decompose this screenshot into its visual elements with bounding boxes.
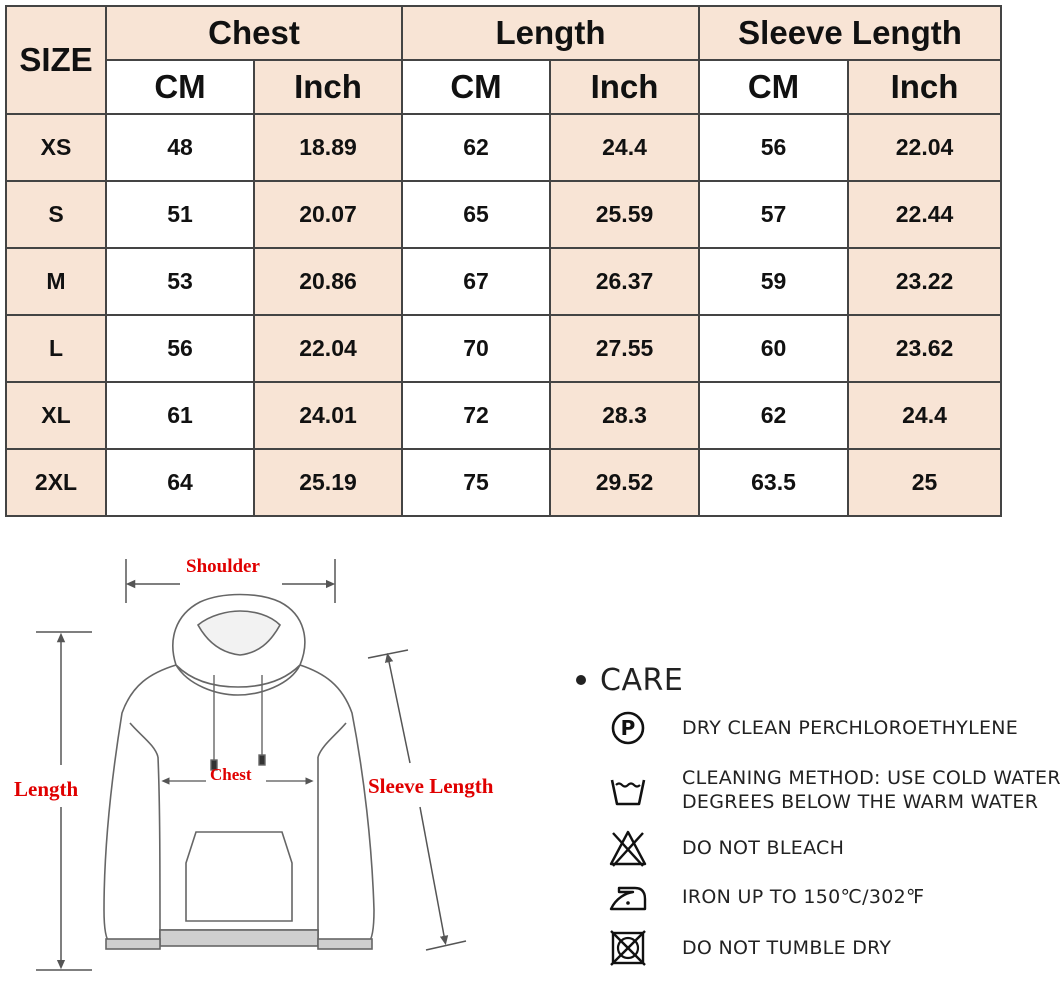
chest-label: Chest <box>210 765 252 784</box>
table-cell: 61 <box>106 382 254 449</box>
table-cell: 62 <box>402 114 550 181</box>
sleeve-length-arrow <box>368 650 466 950</box>
unit-header-cm: CM <box>699 60 848 114</box>
size-cell: L <box>6 315 106 382</box>
care-item-do-not-bleach <box>608 828 844 868</box>
iron-icon <box>608 877 648 917</box>
table-cell: 24.4 <box>550 114 699 181</box>
table-row <box>6 114 1001 181</box>
care-text: DO NOT TUMBLE DRY <box>682 937 892 959</box>
table-cell: 26.37 <box>550 248 699 315</box>
care-item-cleaning-method <box>608 766 1061 814</box>
table-cell: 25 <box>848 449 1001 516</box>
table-cell: 56 <box>106 315 254 382</box>
table-cell: 20.86 <box>254 248 402 315</box>
care-instructions <box>570 655 1061 1000</box>
table-cell: 70 <box>402 315 550 382</box>
size-chart-table <box>5 5 1002 517</box>
table-row <box>6 449 1001 516</box>
table-cell: 63.5 <box>699 449 848 516</box>
table-cell: 29.52 <box>550 449 699 516</box>
table-cell: 57 <box>699 181 848 248</box>
care-item-dry-clean <box>608 708 1018 748</box>
table-cell: 48 <box>106 114 254 181</box>
unit-header-inch: Inch <box>848 60 1001 114</box>
table-row <box>6 382 1001 449</box>
care-item-iron <box>608 877 924 917</box>
table-cell: 60 <box>699 315 848 382</box>
table-cell: 20.07 <box>254 181 402 248</box>
table-cell: 23.22 <box>848 248 1001 315</box>
unit-header-inch: Inch <box>550 60 699 114</box>
table-cell: 18.89 <box>254 114 402 181</box>
unit-header-cm: CM <box>402 60 550 114</box>
table-cell: 51 <box>106 181 254 248</box>
table-row <box>6 248 1001 315</box>
table-cell: 65 <box>402 181 550 248</box>
table-cell: 56 <box>699 114 848 181</box>
care-text: DRY CLEAN PERCHLOROETHYLENE <box>682 717 1019 739</box>
table-row <box>6 315 1001 382</box>
table-row <box>6 181 1001 248</box>
table-cell: 25.59 <box>550 181 699 248</box>
unit-header-cm: CM <box>106 60 254 114</box>
sleeve-length-header: Sleeve Length <box>699 6 1001 60</box>
table-cell: 24.4 <box>848 382 1001 449</box>
size-cell: XS <box>6 114 106 181</box>
care-heading <box>570 655 683 705</box>
do-not-tumble-dry-icon <box>608 928 648 968</box>
care-text: IRON UP TO 150℃/302℉ <box>682 886 925 908</box>
care-text-line1: CLEANING METHOD: USE COLD WATER <box>682 767 1061 789</box>
table-cell: 27.55 <box>550 315 699 382</box>
hoodie-measurement-diagram <box>0 545 560 1000</box>
care-item-do-not-tumble-dry <box>608 928 891 968</box>
table-cell: 25.19 <box>254 449 402 516</box>
length-label: Length <box>14 777 79 801</box>
table-cell: 75 <box>402 449 550 516</box>
dry-clean-p-icon <box>608 708 648 748</box>
table-cell: 22.04 <box>254 315 402 382</box>
table-cell: 23.62 <box>848 315 1001 382</box>
table-cell: 62 <box>699 382 848 449</box>
table-cell: 64 <box>106 449 254 516</box>
do-not-bleach-icon <box>608 828 648 868</box>
size-cell: S <box>6 181 106 248</box>
table-cell: 24.01 <box>254 382 402 449</box>
care-text-line2: DEGREES BELOW THE WARM WATER <box>682 791 1039 813</box>
unit-header-inch: Inch <box>254 60 402 114</box>
table-cell: 53 <box>106 248 254 315</box>
sleeve-length-label: Sleeve Length <box>368 774 494 798</box>
size-cell: M <box>6 248 106 315</box>
shoulder-label: Shoulder <box>186 556 260 577</box>
chest-header: Chest <box>106 6 402 60</box>
bullet-icon <box>576 675 586 685</box>
size-cell: XL <box>6 382 106 449</box>
size-header: SIZE <box>6 6 106 114</box>
table-cell: 28.3 <box>550 382 699 449</box>
table-cell: 22.44 <box>848 181 1001 248</box>
table-cell: 67 <box>402 248 550 315</box>
care-text: DO NOT BLEACH <box>682 837 845 859</box>
table-cell: 72 <box>402 382 550 449</box>
wash-basin-icon <box>608 770 648 810</box>
care-title: CARE <box>600 662 684 698</box>
table-cell: 22.04 <box>848 114 1001 181</box>
svg-text:P: P <box>620 716 636 740</box>
table-cell: 59 <box>699 248 848 315</box>
hoodie-drawing <box>0 545 560 1000</box>
length-header: Length <box>402 6 699 60</box>
size-cell: 2XL <box>6 449 106 516</box>
